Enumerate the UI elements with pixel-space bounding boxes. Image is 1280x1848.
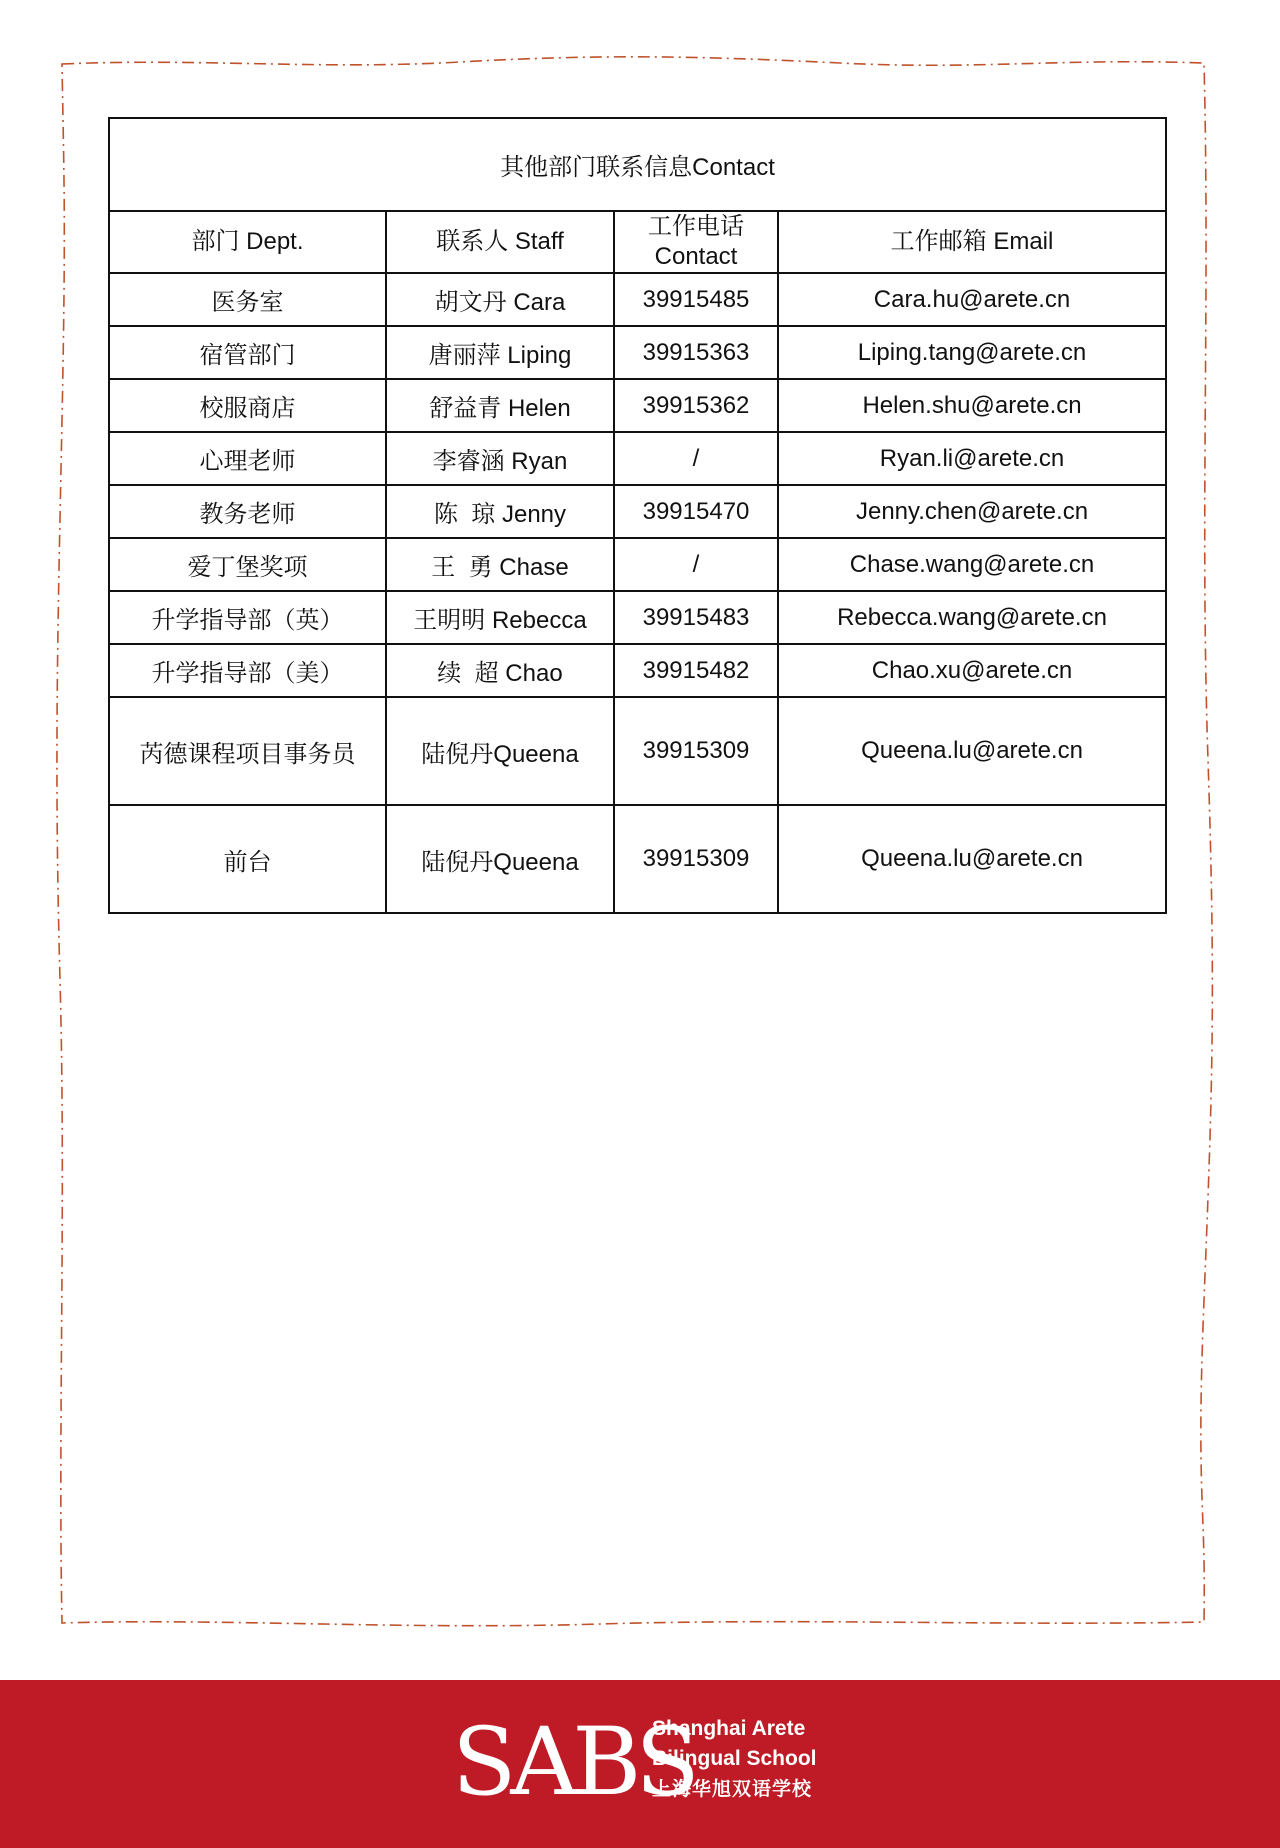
cell-dept: 校服商店 xyxy=(109,379,386,432)
cell-phone: 39915362 xyxy=(614,379,778,432)
cell-phone: 39915363 xyxy=(614,326,778,379)
cell-dept: 教务老师 xyxy=(109,485,386,538)
table-row xyxy=(109,379,1166,432)
table-row xyxy=(109,538,1166,591)
cell-dept: 心理老师 xyxy=(109,432,386,485)
cell-phone: / xyxy=(614,538,778,591)
table-row xyxy=(109,644,1166,697)
cell-dept: 升学指导部（英） xyxy=(109,591,386,644)
cell-email: Liping.tang@arete.cn xyxy=(778,326,1166,379)
school-name-zh: 上海华旭双语学校 xyxy=(652,1778,813,1800)
cell-phone: / xyxy=(614,432,778,485)
table-row xyxy=(109,697,1166,805)
table-row xyxy=(109,326,1166,379)
cell-email: Rebecca.wang@arete.cn xyxy=(778,591,1166,644)
cell-phone: 39915482 xyxy=(614,644,778,697)
header-dept: 部门 Dept. xyxy=(109,211,386,273)
cell-dept: 医务室 xyxy=(109,273,386,326)
cell-email: Chao.xu@arete.cn xyxy=(778,644,1166,697)
school-name-en-line2: Bilingual School xyxy=(652,1747,817,1770)
header-email: 工作邮箱 Email xyxy=(778,211,1166,273)
table-row xyxy=(109,485,1166,538)
cell-staff: 胡文丹 Cara xyxy=(386,273,614,326)
cell-email: Chase.wang@arete.cn xyxy=(778,538,1166,591)
cell-phone: 39915485 xyxy=(614,273,778,326)
table-row xyxy=(109,273,1166,326)
cell-email: Ryan.li@arete.cn xyxy=(778,432,1166,485)
table-title-row xyxy=(109,118,1166,211)
cell-staff: 陆倪丹Queena xyxy=(386,805,614,913)
table-row xyxy=(109,432,1166,485)
contact-table xyxy=(108,117,1167,914)
school-logo xyxy=(452,1708,836,1820)
header-phone xyxy=(614,211,778,273)
logo-letters: SABS xyxy=(452,1708,694,1817)
cell-dept: 芮德课程项目事务员 xyxy=(109,697,386,805)
school-name-en-line1: Shanghai Arete xyxy=(652,1717,806,1740)
table-row xyxy=(109,805,1166,913)
cell-phone: 39915309 xyxy=(614,805,778,913)
cell-phone: 39915470 xyxy=(614,485,778,538)
cell-dept: 宿管部门 xyxy=(109,326,386,379)
cell-phone: 39915483 xyxy=(614,591,778,644)
cell-dept: 前台 xyxy=(109,805,386,913)
cell-email: Jenny.chen@arete.cn xyxy=(778,485,1166,538)
header-phone-line1: 工作电话 xyxy=(648,213,744,240)
cell-email: Helen.shu@arete.cn xyxy=(778,379,1166,432)
cell-staff: 李睿涵 Ryan xyxy=(386,432,614,485)
header-staff: 联系人 Staff xyxy=(386,211,614,273)
header-phone-line2: Contact xyxy=(654,243,738,270)
cell-email: Queena.lu@arete.cn xyxy=(778,805,1166,913)
footer-banner xyxy=(0,1680,1280,1848)
logo-text xyxy=(652,1714,817,1804)
cell-dept: 爱丁堡奖项 xyxy=(109,538,386,591)
table-row xyxy=(109,591,1166,644)
cell-staff: 陈 琼 Jenny xyxy=(386,485,614,538)
table-header-row xyxy=(109,211,1166,273)
cell-staff: 舒益青 Helen xyxy=(386,379,614,432)
table-title: 其他部门联系信息Contact xyxy=(109,118,1166,211)
cell-staff: 唐丽萍 Liping xyxy=(386,326,614,379)
cell-email: Queena.lu@arete.cn xyxy=(778,697,1166,805)
cell-staff: 王明明 Rebecca xyxy=(386,591,614,644)
cell-staff: 王 勇 Chase xyxy=(386,538,614,591)
cell-staff: 续 超 Chao xyxy=(386,644,614,697)
cell-staff: 陆倪丹Queena xyxy=(386,697,614,805)
cell-dept: 升学指导部（美） xyxy=(109,644,386,697)
cell-email: Cara.hu@arete.cn xyxy=(778,273,1166,326)
cell-phone: 39915309 xyxy=(614,697,778,805)
